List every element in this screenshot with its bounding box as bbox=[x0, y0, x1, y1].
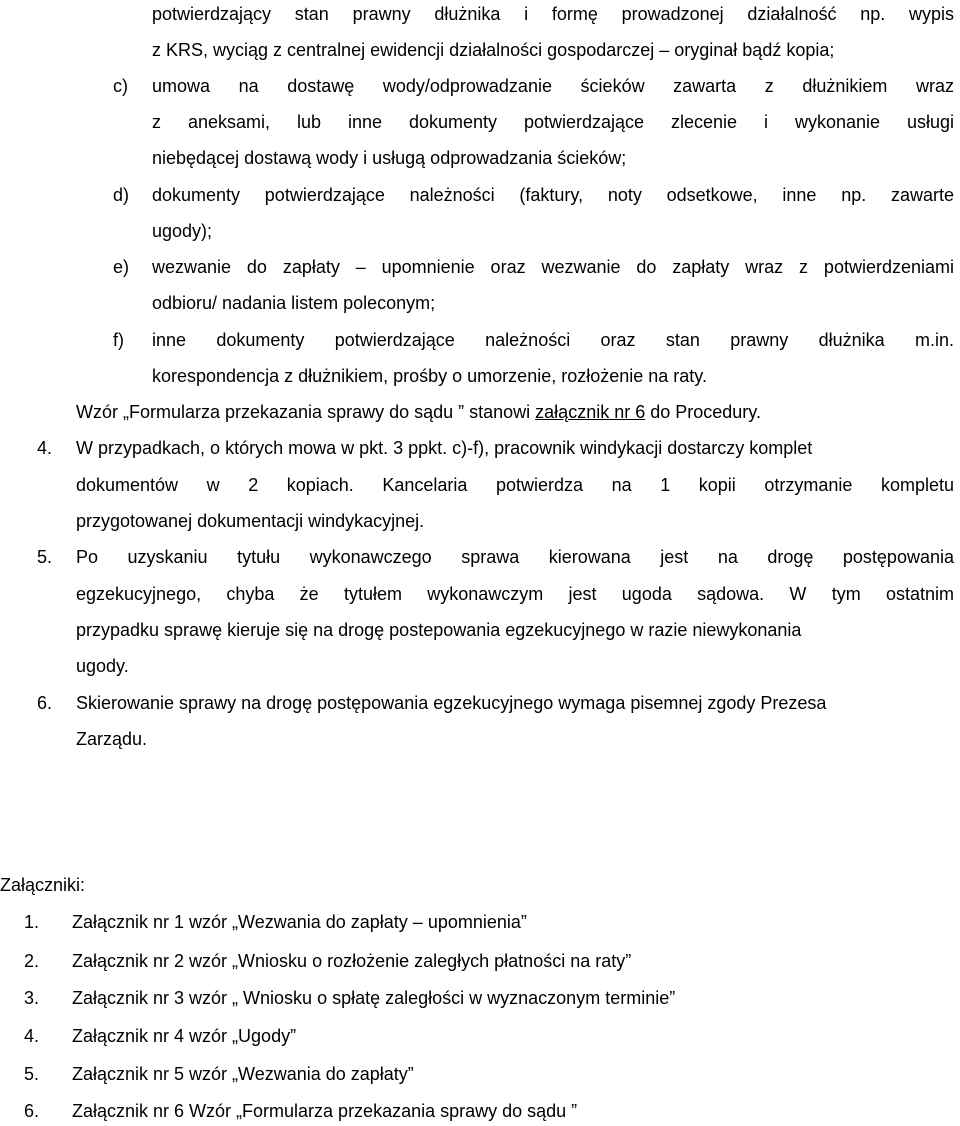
attachment-item: Załącznik nr 4 wzór „Ugody” bbox=[72, 1026, 297, 1046]
section-number: 5. bbox=[37, 547, 53, 567]
section-number: 6. bbox=[37, 693, 53, 713]
paragraph-line: przypadku sprawę kieruje się na drogę postepowania egzekucyjnego w razie niewykonania bbox=[76, 620, 802, 640]
list-marker: e) bbox=[113, 257, 130, 277]
paragraph-line: wezwanie do zapłaty – upomnienie oraz wezwanie do zapłaty wraz z potwierdzeniami bbox=[152, 257, 954, 277]
paragraph-line: ugody); bbox=[152, 221, 213, 241]
paragraph-line: korespondencja z dłużnikiem, prośby o umorzenie, rozłożenie na raty. bbox=[152, 366, 707, 386]
paragraph-line: dokumentów w 2 kopiach. Kancelaria potwierdza na 1 kopii otrzymanie kompletu bbox=[76, 475, 954, 495]
paragraph-line: egzekucyjnego, chyba że tytułem wykonawczym jest ugoda sądowa. W tym ostatnim bbox=[76, 584, 954, 604]
paragraph-line: z KRS, wyciąg z centralnej ewidencji działalności gospodarczej – oryginał bądź kopia; bbox=[152, 40, 835, 60]
paragraph-line: Zarządu. bbox=[76, 729, 148, 749]
attachment-number: 1. bbox=[24, 912, 40, 932]
paragraph-line: inne dokumenty potwierdzające należności oraz stan prawny dłużnika m.in. bbox=[152, 330, 954, 350]
list-marker: f) bbox=[113, 330, 124, 350]
paragraph-line: niebędącej dostawą wody i usługą odprowadzania ścieków; bbox=[152, 148, 627, 168]
paragraph-line: dokumenty potwierdzające należności (faktury, noty odsetkowe, inne np. zawarte bbox=[152, 185, 954, 205]
paragraph-line: przygotowanej dokumentacji windykacyjnej. bbox=[76, 511, 425, 531]
attachment-number: 6. bbox=[24, 1101, 40, 1121]
formula-text-before: Wzór „Formularza przekazania sprawy do sądu ” stanowi bbox=[76, 402, 536, 422]
attachment-number: 5. bbox=[24, 1064, 40, 1084]
attachment-item: Załącznik nr 3 wzór „ Wniosku o spłatę zaległości w wyznaczonym terminie” bbox=[72, 988, 676, 1008]
paragraph-line: potwierdzający stan prawny dłużnika i formę prowadzonej działalność np. wypis bbox=[152, 4, 954, 24]
paragraph-line: z aneksami, lub inne dokumenty potwierdzające zlecenie i wykonanie usługi bbox=[152, 112, 954, 132]
formula-reference bbox=[76, 401, 761, 423]
paragraph-line: W przypadkach, o których mowa w pkt. 3 ppkt. c)-f), pracownik windykacji dostarczy komplet bbox=[76, 438, 813, 458]
attachment-item: Załącznik nr 5 wzór „Wezwania do zapłaty” bbox=[72, 1064, 414, 1084]
attachment-number: 4. bbox=[24, 1026, 40, 1046]
paragraph-line: Po uzyskaniu tytułu wykonawczego sprawa kierowana jest na drogę postępowania bbox=[76, 547, 954, 567]
list-marker: d) bbox=[113, 185, 130, 205]
attachment-reference-link[interactable]: załącznik nr 6 bbox=[535, 402, 646, 422]
attachment-number: 3. bbox=[24, 988, 40, 1008]
attachment-item: Załącznik nr 2 wzór „Wniosku o rozłożenie zaległych płatności na raty” bbox=[72, 951, 632, 971]
attachments-heading: Załączniki: bbox=[0, 875, 86, 895]
attachment-item: Załącznik nr 6 Wzór „Formularza przekazania sprawy do sądu ” bbox=[72, 1101, 578, 1121]
attachment-item: Załącznik nr 1 wzór „Wezwania do zapłaty – upomnienia” bbox=[72, 912, 527, 932]
paragraph-line: Skierowanie sprawy na drogę postępowania egzekucyjnego wymaga pisemnej zgody Prezesa bbox=[76, 693, 827, 713]
attachment-number: 2. bbox=[24, 951, 40, 971]
list-marker: c) bbox=[113, 76, 128, 96]
section-number: 4. bbox=[37, 438, 53, 458]
paragraph-line: ugody. bbox=[76, 656, 129, 676]
paragraph-line: umowa na dostawę wody/odprowadzanie ścieków zawarta z dłużnikiem wraz bbox=[152, 76, 954, 96]
paragraph-line: odbioru/ nadania listem poleconym; bbox=[152, 293, 436, 313]
formula-text-after: do Procedury. bbox=[645, 402, 761, 422]
